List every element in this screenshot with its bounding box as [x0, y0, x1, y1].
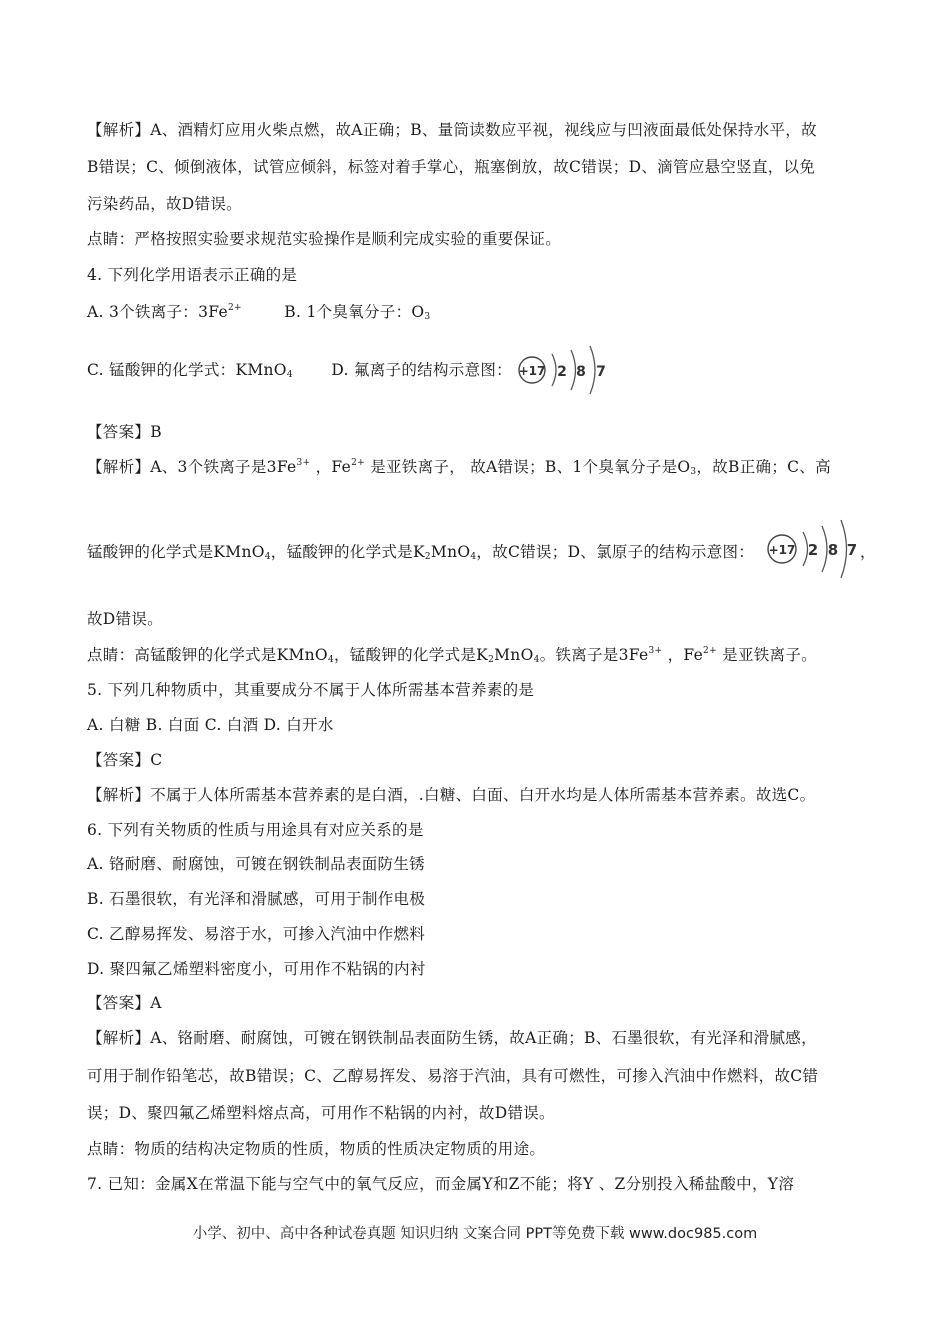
explanation-3-line-3: 污染药品，故D错误。 — [87, 195, 242, 213]
explanation-6-line-1: 【解析】A、铬耐磨、耐腐蚀，可镀在钢铁制品表面防生锈，故A正确；B、石墨很软，有光泽和滑腻感， — [87, 1029, 817, 1047]
answer-6: 【答案】A — [87, 994, 162, 1012]
question-4-options-cd — [87, 358, 512, 380]
explanation-4-line-2: 锰酸钾的化学式是KMnO$_4$，锰酸钾的化学式是$K_2MnO_4$，故C错误；D、氯原子的结构示意图： — [87, 543, 755, 562]
question-4-options-ab — [87, 300, 430, 322]
tip-3: 点睛：严格按照实验要求规范实验操作是顺利完成实验的重要保证。 — [87, 230, 562, 248]
option-4b: B. 1个臭氧分子：$O_3$ — [284, 303, 431, 322]
shell-1-count: 2 — [807, 541, 819, 559]
explanation-6-line-2: 可用于制作铅笔芯，故B错误；C、乙醇易挥发、易溶于汽油，具有可燃性，可掺入汽油中作燃料，故C错 — [87, 1067, 819, 1085]
question-4: 4. 下列化学用语表示正确的是 — [87, 266, 298, 284]
option-4c: C. 锰酸钾的化学式：KMnO$_4$ — [87, 361, 293, 380]
question-7: 7. 已知：金属X在常温下能与空气中的氧气反应，而金属Y和Z不能；将Y 、Z分别投入稀盐酸中，Y溶 — [87, 1175, 795, 1193]
option-4a: A. 3个铁离子：$3Fe^{2+}$ — [87, 303, 242, 321]
explanation-4-line-1: 【解析】A、3个铁离子是$3Fe^{3+}$ ，$Fe^{2+}$ 是亚铁离子， 故A错误；B、1个臭氧分子是$O_3$，故B正确；C、高 — [87, 458, 831, 477]
option-6c: C. 乙醇易挥发、易溶于水，可掺入汽油中作燃料 — [87, 925, 426, 943]
explanation-6-line-3: 误；D、聚四氟乙烯塑料熔点高，可用作不粘锅的内衬，故D错误。 — [87, 1104, 555, 1122]
explanation-4-line-3: 故D错误。 — [87, 610, 163, 628]
shell-2-count: 8 — [576, 364, 586, 380]
explanation-3-line-1: 【解析】A、酒精灯应用火柴点燃，故A正确；B、量筒读数应平视，视线应与凹液面最低处保持水平，故 — [87, 121, 817, 139]
option-6a: A. 铬耐磨、耐腐蚀，可镀在钢铁制品表面防生锈 — [87, 855, 425, 873]
option-4d: D. 氟离子的结构示意图： — [331, 361, 512, 379]
option-6b: B. 石墨很软，有光泽和滑腻感，可用于制作电极 — [87, 890, 426, 908]
tip-4: 点睛：高锰酸钾的化学式是KMnO$_4$，锰酸钾的化学式是$K_2MnO_4$。铁离子是$3Fe^{3+}$ ，$Fe^{2+}$ 是亚铁离子。 — [87, 646, 817, 665]
question-6: 6. 下列有关物质的性质与用途具有对应关系的是 — [87, 821, 424, 839]
nucleus-label: +17 — [768, 543, 796, 557]
shell-3-count: 7 — [596, 364, 606, 380]
shell-2-count: 8 — [827, 541, 839, 559]
chlorine-atom-structure-diagram — [766, 516, 862, 580]
page-footer: 小学、初中、高中各种试卷真题 知识归纳 文案合同 PPT等免费下载 www.doc985.com — [192, 1226, 758, 1242]
explanation-3-line-2: B错误；C、倾倒液体，试管应倾斜，标签对着手掌心，瓶塞倒放，故C错误；D、滴管应悬空竖直，以免 — [87, 158, 816, 176]
question-5: 5. 下列几种物质中，其重要成分不属于人体所需基本营养素的是 — [87, 681, 535, 699]
answer-4: 【答案】B — [87, 423, 162, 441]
explanation-4-line-2-end: ， — [860, 543, 876, 561]
answer-5: 【答案】C — [87, 751, 163, 769]
question-5-options: A. 白糖 B. 白面 C. 白酒 D. 白开水 — [87, 716, 334, 734]
explanation-5: 【解析】不属于人体所需基本营养素的是白酒，.白糖、白面、白开水均是人体所需基本营养素。故选C。 — [87, 786, 816, 804]
fluoride-ion-structure-diagram — [516, 340, 612, 398]
nucleus-label: +17 — [518, 364, 546, 378]
shell-3-count: 7 — [846, 541, 858, 559]
option-6d: D. 聚四氟乙烯塑料密度小，可用作不粘锅的内衬 — [87, 960, 426, 978]
tip-6: 点睛：物质的结构决定物质的性质，物质的性质决定物质的用途。 — [87, 1140, 546, 1158]
shell-1-count: 2 — [557, 364, 567, 380]
